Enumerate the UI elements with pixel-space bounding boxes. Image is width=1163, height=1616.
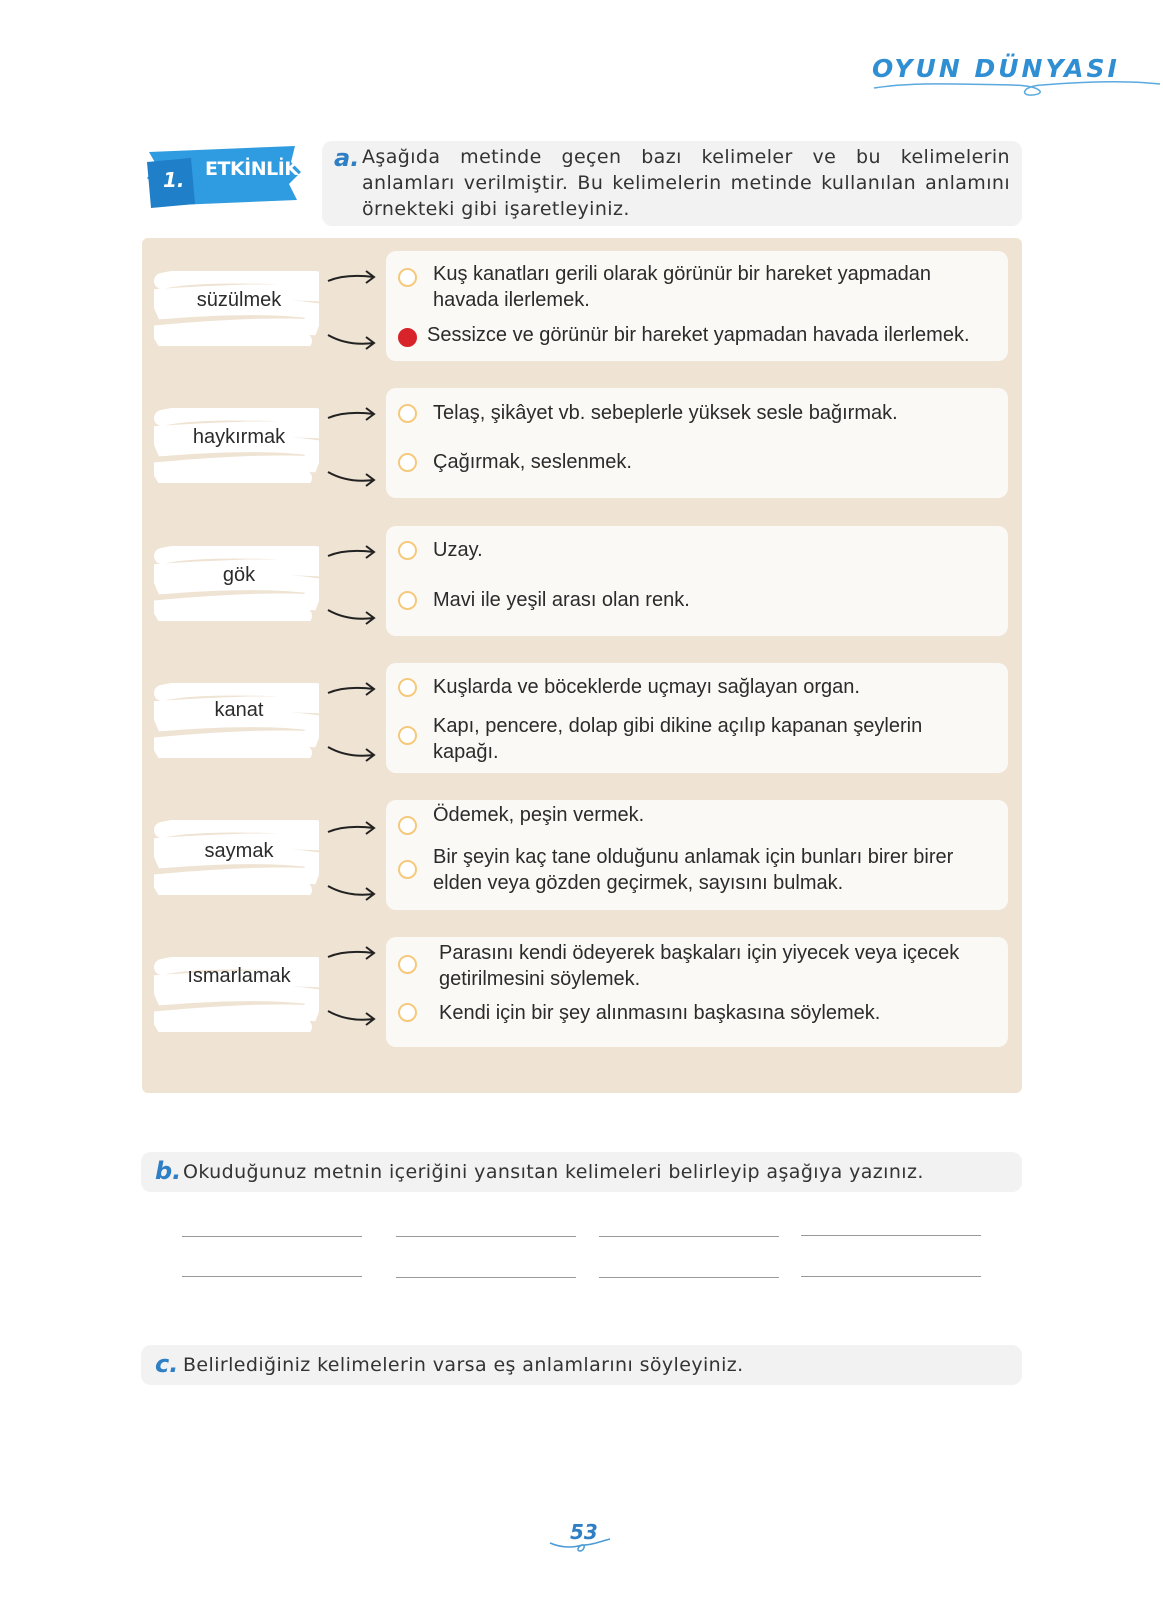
activity-number: 1. [163,168,185,192]
option-circle[interactable] [398,860,417,879]
option-text: Telaş, şikâyet vb. sebeplerle yüksek sesle bağırmak. [433,402,898,424]
option-text: Kuşlarda ve böceklerde uçmayı sağlayan organ. [433,676,860,698]
arrow-pair [324,402,380,492]
answer-line[interactable] [182,1236,362,1237]
option-text: Çağırmak, seslenmek. [433,451,632,473]
instruction-b-text: Okuduğunuz metnin içeriğini yansıtan kelimeleri belirleyip aşağıya yazınız. [183,1161,924,1183]
option-text: Bir şeyin kaç tane olduğunu anlamak için bunları birer birer elden veya gözden geçirmek, sayısını bulmak. [433,846,954,894]
answer-line[interactable] [396,1236,576,1237]
option-text: Kendi için bir şey alınmasını başkasına söylemek. [439,1002,881,1024]
option-text: Kapı, pencere, dolap gibi dikine açılıp kapanan şeylerin kapağı. [433,715,923,763]
answer-line[interactable] [599,1236,779,1237]
option-circle[interactable] [398,1003,417,1022]
header-wave-decoration [872,76,1162,100]
answer-line[interactable] [801,1235,981,1236]
meaning-card [386,800,1008,910]
page-number: 53 [570,1520,598,1544]
arrow-pair [324,540,380,630]
vocabulary-panel [142,238,1022,1093]
word-row-suzulmek [142,251,1022,363]
meaning-card [386,388,1008,498]
option-circle[interactable] [398,591,417,610]
answer-line[interactable] [801,1276,981,1277]
instruction-a [322,141,1022,226]
instruction-a-text: Aşağıda metinde geçen bazı kelimeler ve bu kelimelerin anlamları verilmiştir. Bu kelimelerin metinde kullanılan anlamını örnekteki gibi işaretleyiniz. [362,146,1010,220]
option-circle[interactable] [398,678,417,697]
word-row-kanat [142,663,1022,775]
answer-line[interactable] [396,1277,576,1278]
option-text: Uzay. [433,539,483,561]
meaning-card [386,937,1008,1047]
option-circle[interactable] [398,404,417,423]
option-text: Ödemek, peşin vermek. [433,804,645,826]
arrow-pair [324,816,380,906]
option-circle[interactable] [398,955,417,974]
answer-line[interactable] [599,1277,779,1278]
option-text: Kuş kanatları gerili olarak görünür bir hareket yapmadan havada ilerlemek. [433,263,932,311]
word-label: saymak [204,840,274,862]
word-label: ısmarlamak [187,965,291,987]
word-label: süzülmek [196,289,282,311]
instruction-c [141,1345,1022,1385]
arrow-pair [324,677,380,767]
word-row-haykirmak [142,388,1022,500]
word-label: gök [222,564,256,586]
meaning-card [386,251,1008,361]
option-circle[interactable] [398,453,417,472]
activity-label: ETKİNLİK [205,158,299,180]
answer-line[interactable] [182,1276,362,1277]
page-number-wave [548,1535,612,1555]
option-text: Parasını kendi ödeyerek başkaları için yiyecek veya içecek getirilmesini söylemek. [439,942,960,990]
instruction-a-letter: a. [334,144,360,172]
header-title: OYUN DÜNYASI [872,54,1120,83]
word-label: kanat [214,699,264,721]
instruction-c-letter: c. [155,1350,179,1378]
word-row-saymak [142,800,1022,912]
option-circle[interactable] [398,541,417,560]
arrow-pair [324,265,380,355]
option-text: Sessizce ve görünür bir hareket yapmadan havada ilerlemek. [427,324,970,346]
activity-badge [145,142,305,210]
word-label: haykırmak [192,426,286,448]
option-circle[interactable] [398,816,417,835]
instruction-b-letter: b. [155,1157,182,1185]
instruction-b [141,1152,1022,1192]
option-circle[interactable] [398,268,417,287]
meaning-card [386,663,1008,773]
word-row-ismarlamak [142,937,1022,1049]
meaning-card [386,526,1008,636]
option-circle[interactable] [398,726,417,745]
word-row-gok [142,526,1022,638]
option-circle-selected[interactable] [398,328,417,347]
option-text: Mavi ile yeşil arası olan renk. [433,589,690,611]
arrow-pair [324,941,380,1031]
instruction-c-text: Belirlediğiniz kelimelerin varsa eş anlamlarını söyleyiniz. [183,1354,744,1376]
